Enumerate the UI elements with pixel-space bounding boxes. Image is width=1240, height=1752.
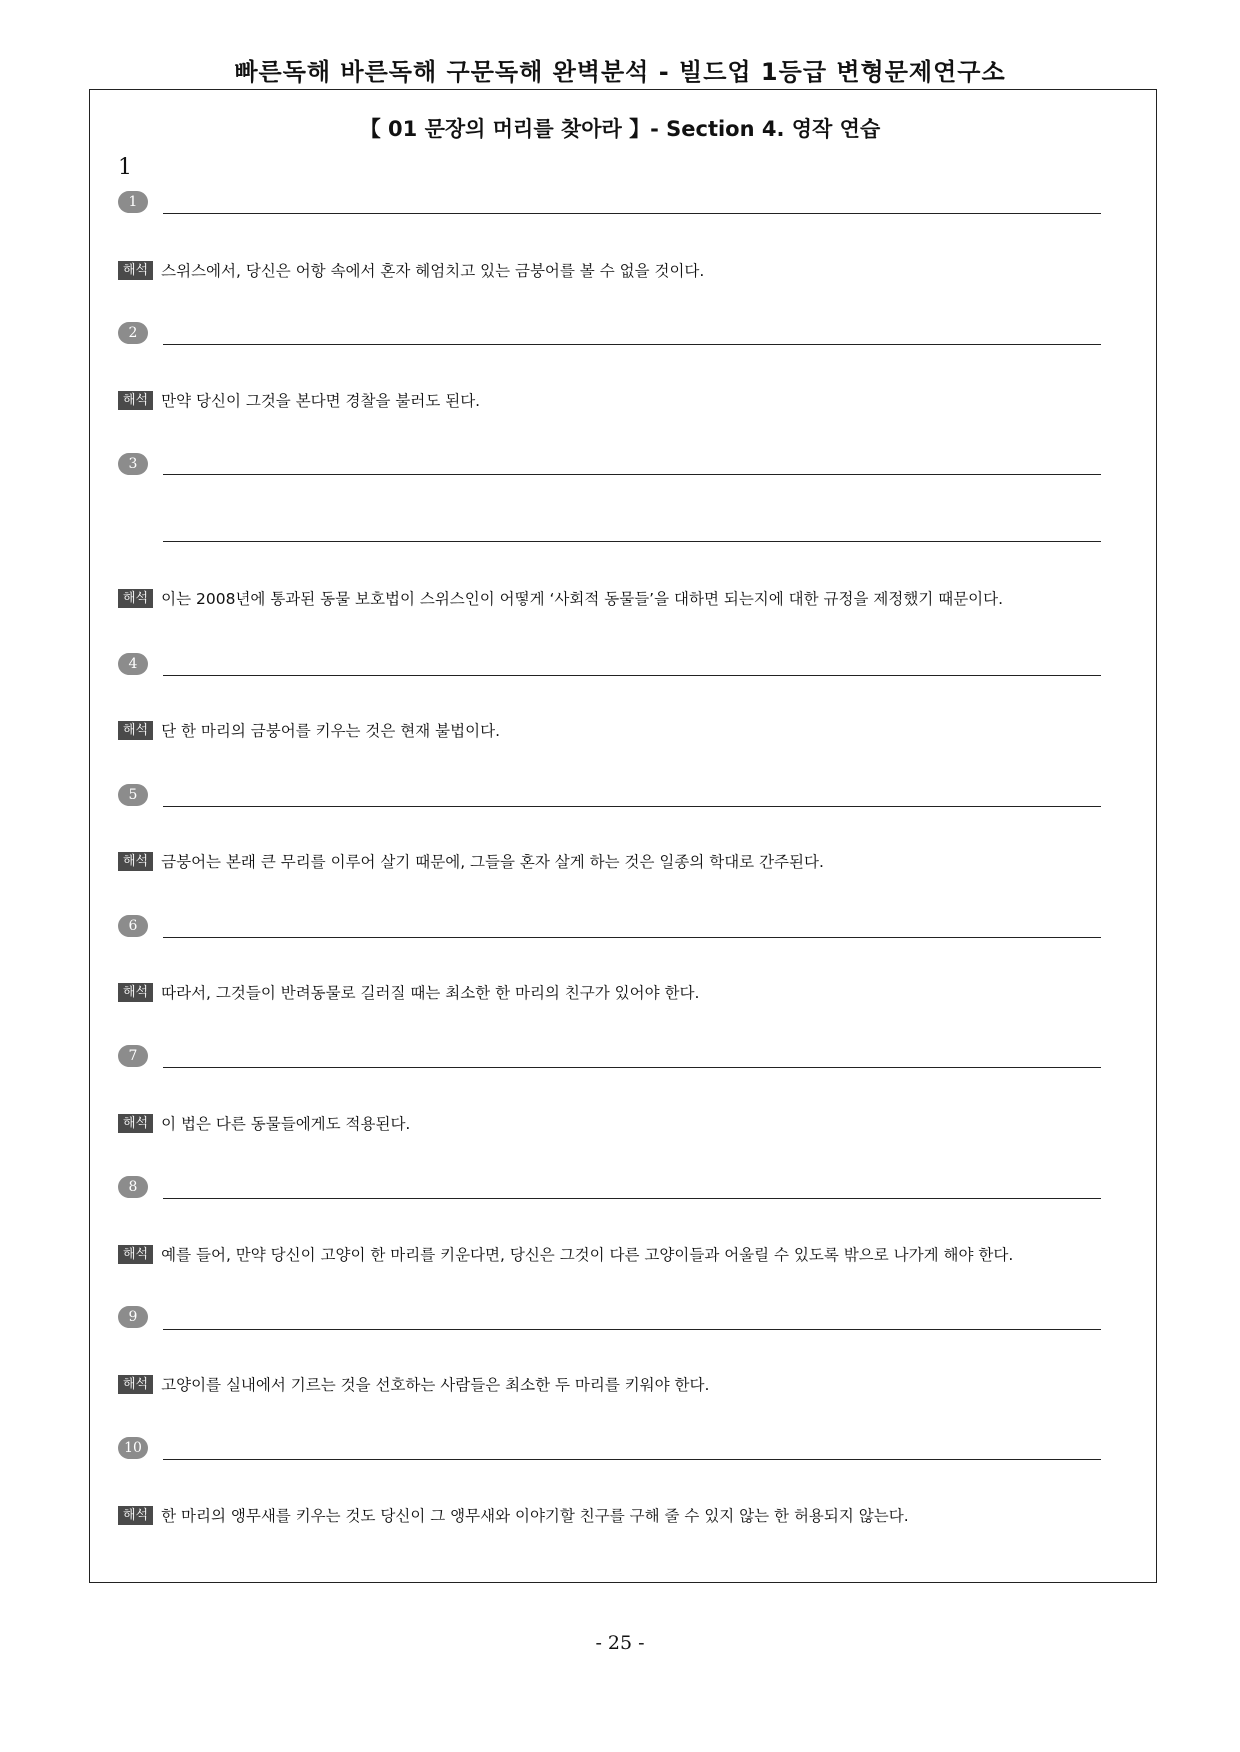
- interpretation-tag: 해석: [118, 1245, 153, 1264]
- number-badge: 5: [118, 784, 148, 806]
- interpretation: [118, 1373, 709, 1395]
- interpretation-tag: 해석: [118, 391, 153, 410]
- interpretation-text: 따라서, 그것들이 반려동물로 길러질 때는 최소한 한 마리의 친구가 있어야 한다.: [161, 984, 700, 1002]
- answer-line[interactable]: [163, 1459, 1101, 1460]
- interpretation-tag: 해석: [118, 983, 153, 1002]
- number-badge: 8: [118, 1176, 148, 1198]
- answer-line[interactable]: [163, 1198, 1101, 1199]
- interpretation-text: 이는 2008년에 통과된 동물 보호법이 스위스인이 어떻게 ‘사회적 동물들’을 대하면 되는지에 대한 규정을 제정했기 때문이다.: [161, 590, 1004, 608]
- interpretation-text: 예를 들어, 만약 당신이 고양이 한 마리를 키운다면, 당신은 그것이 다른 고양이들과 어울릴 수 있도록 밖으로 나가게 해야 한다.: [161, 1246, 1014, 1264]
- answer-line[interactable]: [163, 1329, 1101, 1330]
- interpretation-tag: 해석: [118, 1114, 153, 1133]
- page-header: 빠른독해 바른독해 구문독해 완벽분석 - 빌드업 1등급 변형문제연구소: [234, 58, 1006, 86]
- interpretation-text: 만약 당신이 그것을 본다면 경찰을 불러도 된다.: [161, 392, 481, 410]
- answer-line[interactable]: [163, 1067, 1101, 1068]
- interpretation: [118, 981, 699, 1003]
- interpretation-text: 단 한 마리의 금붕어를 키우는 것은 현재 불법이다.: [161, 722, 501, 740]
- interpretation: [118, 259, 704, 281]
- number-badge: 6: [118, 915, 148, 937]
- interpretation: [118, 389, 480, 411]
- interpretation-tag: 해석: [118, 1375, 153, 1394]
- section-title: 【 01 문장의 머리를 찾아라 】- Section 4. 영작 연습: [359, 117, 881, 141]
- number-badge: 9: [118, 1306, 148, 1328]
- number-badge: 1: [118, 191, 148, 213]
- worksheet-frame: [89, 89, 1157, 1583]
- interpretation-tag: 해석: [118, 721, 153, 740]
- answer-line[interactable]: [163, 937, 1101, 938]
- number-badge: 2: [118, 322, 148, 344]
- interpretation: [118, 1112, 410, 1134]
- interpretation-text: 이 법은 다른 동물들에게도 적용된다.: [161, 1115, 411, 1133]
- interpretation-tag: 해석: [118, 1506, 153, 1525]
- answer-line[interactable]: [163, 213, 1101, 214]
- problem-number: 1: [118, 155, 132, 180]
- number-badge: 4: [118, 653, 148, 675]
- interpretation-text: 한 마리의 앵무새를 키우는 것도 당신이 그 앵무새와 이야기할 친구를 구해 줄 수 있지 않는 한 허용되지 않는다.: [161, 1507, 909, 1525]
- interpretation-tag: 해석: [118, 852, 153, 871]
- interpretation: [118, 1243, 1013, 1265]
- interpretation-text: 금붕어는 본래 큰 무리를 이루어 살기 때문에, 그들을 혼자 살게 하는 것은 일종의 학대로 간주된다.: [161, 853, 824, 871]
- answer-line[interactable]: [163, 541, 1101, 542]
- interpretation-tag: 해석: [118, 589, 153, 608]
- answer-line[interactable]: [163, 806, 1101, 807]
- number-badge: 7: [118, 1045, 148, 1067]
- answer-line[interactable]: [163, 344, 1101, 345]
- number-badge: 3: [118, 453, 148, 475]
- number-badge: 10: [118, 1437, 148, 1459]
- answer-line[interactable]: [163, 675, 1101, 676]
- interpretation: [118, 719, 500, 741]
- interpretation-tag: 해석: [118, 261, 153, 280]
- answer-line[interactable]: [163, 474, 1101, 475]
- interpretation-text: 스위스에서, 당신은 어항 속에서 혼자 헤엄치고 있는 금붕어를 볼 수 없을 것이다.: [161, 262, 705, 280]
- interpretation: [118, 587, 1003, 609]
- interpretation: [118, 850, 824, 872]
- page-number: - 25 -: [595, 1632, 645, 1654]
- interpretation: [118, 1504, 909, 1526]
- interpretation-text: 고양이를 실내에서 기르는 것을 선호하는 사람들은 최소한 두 마리를 키워야 한다.: [161, 1376, 710, 1394]
